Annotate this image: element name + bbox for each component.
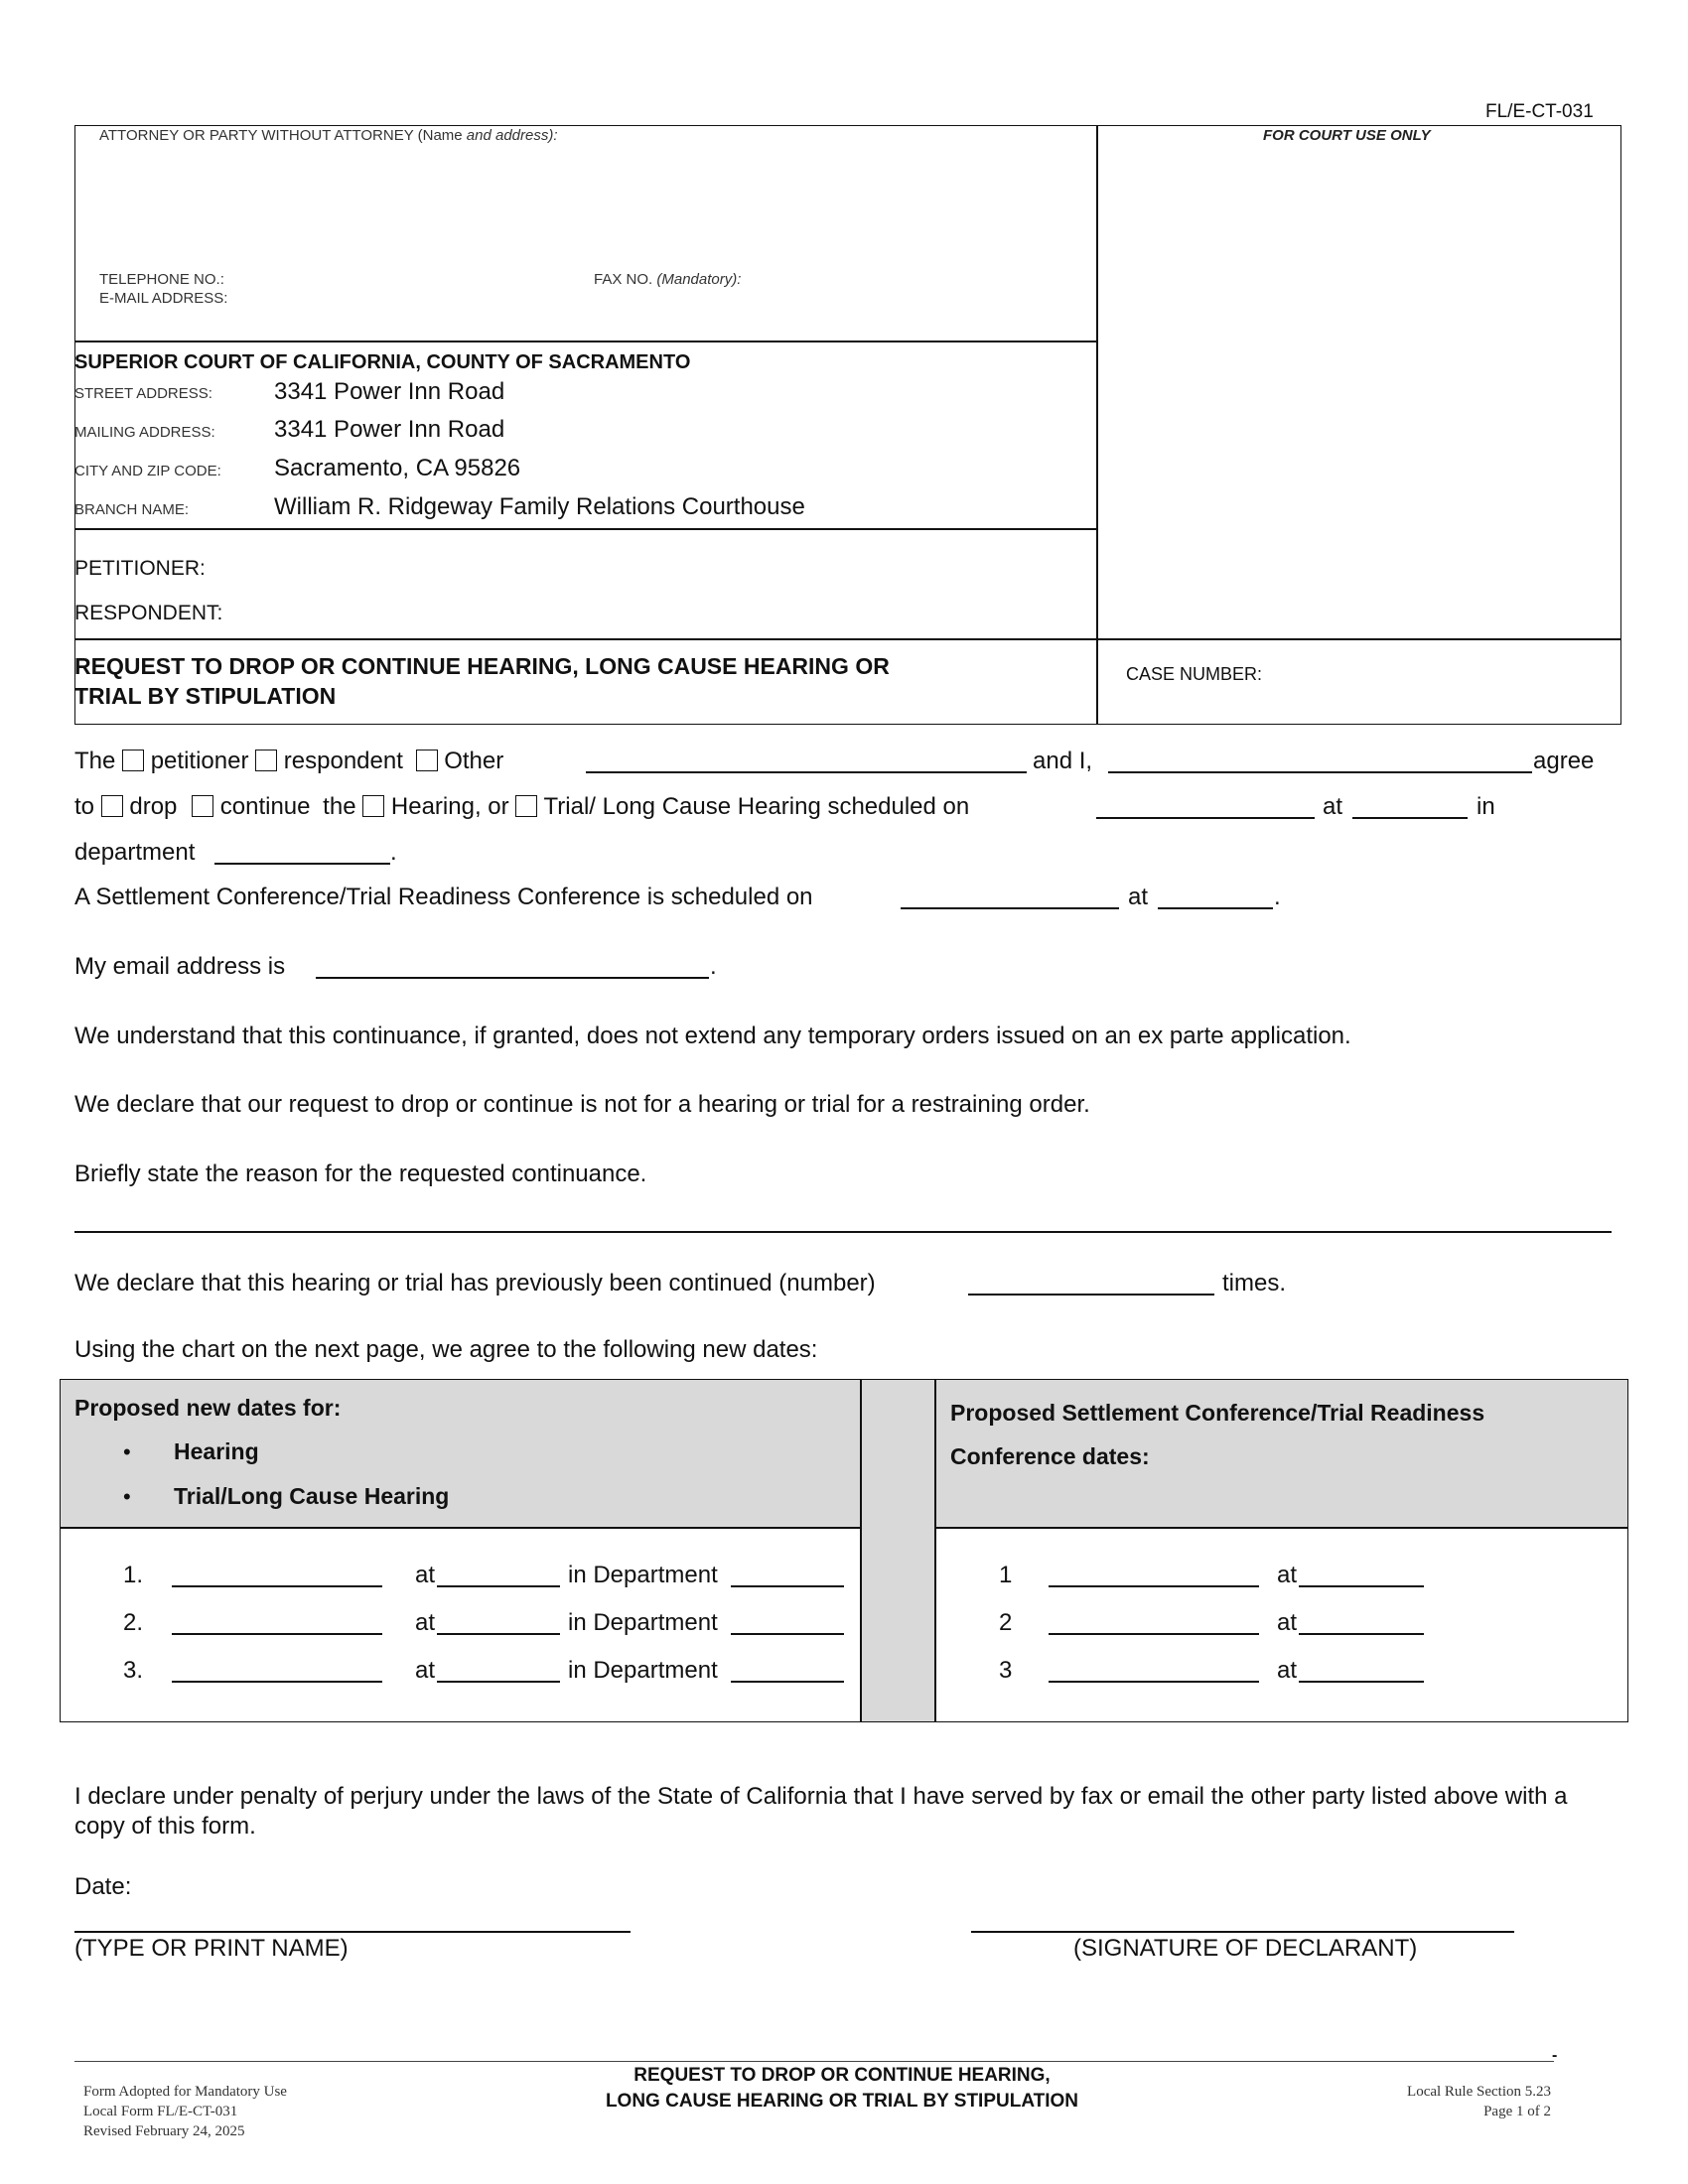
footer-revised: Revised February 24, 2025	[83, 2123, 245, 2139]
department-field[interactable]	[214, 863, 390, 865]
bullet-trial: Trial/Long Cause Hearing	[174, 1483, 450, 1509]
form-title-line1: REQUEST TO DROP OR CONTINUE HEARING, LONG CAUSE HEARING OR	[74, 653, 890, 679]
hearing-date-field[interactable]	[172, 1633, 382, 1635]
header-divider-2	[74, 528, 1097, 530]
in-department-label: in Department	[568, 1562, 718, 1588]
respondent-option: respondent	[283, 748, 403, 774]
email-text: My email address is	[74, 953, 286, 980]
declarant-name-field[interactable]	[1108, 771, 1532, 773]
footer-rule-section: Local Rule Section 5.23	[1407, 2084, 1551, 2100]
trial-option: Trial/ Long Cause Hearing scheduled on	[543, 793, 970, 820]
signature-field[interactable]	[971, 1931, 1514, 1933]
hearing-department-field[interactable]	[731, 1585, 844, 1587]
hearing-date-field[interactable]	[172, 1585, 382, 1587]
city-value: Sacramento, CA 95826	[274, 455, 521, 481]
other-name-field[interactable]	[586, 771, 1027, 773]
agree-label: agree	[1533, 748, 1595, 774]
at-label: at	[1323, 793, 1343, 820]
hearing-time-field[interactable]	[437, 1633, 560, 1635]
restraining-text: We declare that our request to drop or continue is not for a hearing or trial for a restraining order.	[74, 1091, 1090, 1118]
in-department-label: in Department	[568, 1657, 718, 1684]
left-row-number: 3.	[123, 1657, 144, 1684]
hearing-date-field[interactable]	[172, 1681, 382, 1683]
mailing-label: MAILING ADDRESS:	[74, 424, 215, 441]
perjury-declaration: I declare under penalty of perjury under the laws of the State of California that I have served by fax or email the other party listed above with a copy of this form.	[74, 1783, 1568, 1840]
settlement-at-label: at	[1128, 884, 1149, 910]
footer-title-2: LONG CAUSE HEARING OR TRIAL BY STIPULATION	[605, 2091, 1079, 2112]
period-2: .	[1274, 884, 1281, 910]
header-vertical-divider	[1096, 125, 1098, 725]
at-label: at	[1277, 1609, 1298, 1636]
city-label: CITY AND ZIP CODE:	[74, 463, 221, 479]
trial-checkbox[interactable]	[515, 795, 537, 817]
continuance-count-field[interactable]	[968, 1294, 1214, 1296]
hearing-checkbox[interactable]	[362, 795, 384, 817]
to-label: to	[74, 793, 95, 820]
bullet-icon: •	[123, 1439, 131, 1464]
left-row-number: 1.	[123, 1562, 144, 1588]
agreement-line-2	[74, 793, 969, 821]
at-label: at	[1277, 1657, 1298, 1684]
email-label: E-MAIL ADDRESS:	[99, 290, 228, 307]
in-department-label: in Department	[568, 1609, 718, 1636]
the-label: The	[74, 748, 116, 774]
at-label: at	[415, 1562, 436, 1588]
department-label: department	[74, 839, 196, 866]
settlement-date-field[interactable]	[1049, 1633, 1259, 1635]
settlement-time-field[interactable]	[1299, 1681, 1424, 1683]
hearing-option: Hearing, or	[390, 793, 509, 820]
right-table-title-2: Conference dates:	[950, 1443, 1150, 1469]
bullet-icon: •	[123, 1484, 131, 1509]
fax-label: FAX NO. (Mandatory):	[594, 271, 742, 288]
street-value: 3341 Power Inn Road	[274, 378, 505, 405]
branch-label: BRANCH NAME:	[74, 501, 190, 518]
footer-rule	[74, 2061, 1554, 2062]
signature-label: (SIGNATURE OF DECLARANT)	[1073, 1935, 1418, 1962]
settlement-date-field[interactable]	[1049, 1681, 1259, 1683]
petitioner-label: PETITIONER:	[74, 557, 206, 580]
hearing-time-field[interactable]	[437, 1585, 560, 1587]
hearing-department-field[interactable]	[731, 1633, 844, 1635]
bullet-hearing: Hearing	[174, 1438, 259, 1464]
branch-value: William R. Ridgeway Family Relations Courthouse	[274, 493, 805, 520]
print-name-label: (TYPE OR PRINT NAME)	[74, 1935, 349, 1962]
footer-page-number: Page 1 of 2	[1483, 2104, 1551, 2119]
print-name-field[interactable]	[74, 1931, 631, 1933]
understand-text: We understand that this continuance, if granted, does not extend any temporary orders issued on an ex parte application.	[74, 1023, 1351, 1049]
right-row-number: 3	[999, 1657, 1013, 1684]
hearing-department-field[interactable]	[731, 1681, 844, 1683]
hearing-time-field[interactable]	[437, 1681, 560, 1683]
case-number-label: CASE NUMBER:	[1126, 664, 1263, 684]
respondent-checkbox[interactable]	[255, 750, 277, 771]
table-header-rule-right	[934, 1527, 1628, 1529]
mailing-value: 3341 Power Inn Road	[274, 416, 505, 443]
footer-title-1: REQUEST TO DROP OR CONTINUE HEARING,	[633, 2065, 1051, 2086]
email-address-field[interactable]	[316, 977, 709, 979]
scheduled-date-field[interactable]	[1096, 817, 1315, 819]
footer-adopted: Form Adopted for Mandatory Use	[83, 2084, 287, 2100]
times-label: times.	[1222, 1270, 1287, 1297]
attorney-label: ATTORNEY OR PARTY WITHOUT ATTORNEY (Name and address):	[99, 127, 558, 144]
continue-option: continue	[219, 793, 311, 820]
settlement-date-field[interactable]	[1049, 1585, 1259, 1587]
previously-continued-text: We declare that this hearing or trial has previously been continued (number)	[74, 1270, 876, 1297]
table-header-rule-left	[60, 1527, 861, 1529]
right-row-number: 1	[999, 1562, 1013, 1588]
the-hearing-label: the	[323, 793, 356, 820]
right-table-title-1: Proposed Settlement Conference/Trial Readiness	[950, 1400, 1485, 1426]
petitioner-option: petitioner	[150, 748, 249, 774]
at-label: at	[1277, 1562, 1298, 1588]
settlement-time-field[interactable]	[1158, 907, 1273, 909]
center-shade-column	[861, 1380, 934, 1721]
telephone-label: TELEPHONE NO.:	[99, 271, 224, 288]
using-chart-text: Using the chart on the next page, we agree to the following new dates:	[74, 1336, 818, 1363]
in-label: in	[1477, 793, 1495, 820]
period-3: .	[710, 953, 717, 980]
drop-option: drop	[129, 793, 178, 820]
header-divider-1	[74, 341, 1097, 342]
reason-prompt: Briefly state the reason for the requested continuance.	[74, 1160, 647, 1187]
right-row-number: 2	[999, 1609, 1013, 1636]
period-1: .	[390, 839, 397, 866]
respondent-label: RESPONDENT:	[74, 602, 223, 624]
drop-checkbox[interactable]	[101, 795, 123, 817]
reason-field[interactable]	[74, 1231, 1612, 1233]
settlement-time-field[interactable]	[1299, 1633, 1424, 1635]
table-divider-right	[934, 1379, 936, 1722]
footer-local-form: Local Form FL/E-CT-031	[83, 2104, 238, 2119]
left-table-title: Proposed new dates for:	[74, 1395, 342, 1421]
settlement-date-field[interactable]	[901, 907, 1119, 909]
form-title-line2: TRIAL BY STIPULATION	[74, 683, 337, 709]
agreement-line-1	[74, 748, 503, 775]
date-label: Date:	[74, 1873, 132, 1900]
at-label: at	[415, 1609, 436, 1636]
form-id: FL/E-CT-031	[1485, 101, 1594, 122]
header-divider-3	[74, 638, 1621, 640]
table-divider-left	[860, 1379, 862, 1722]
other-checkbox[interactable]	[416, 750, 438, 771]
continue-checkbox[interactable]	[192, 795, 213, 817]
petitioner-checkbox[interactable]	[122, 750, 144, 771]
settlement-time-field[interactable]	[1299, 1585, 1424, 1587]
left-row-number: 2.	[123, 1609, 144, 1636]
scheduled-time-field[interactable]	[1352, 817, 1468, 819]
settlement-text: A Settlement Conference/Trial Readiness Conference is scheduled on	[74, 884, 813, 910]
court-name: SUPERIOR COURT OF CALIFORNIA, COUNTY OF SACRAMENTO	[74, 351, 691, 373]
court-use-label: FOR COURT USE ONLY	[1263, 127, 1431, 144]
at-label: at	[415, 1657, 436, 1684]
and-i-label: and I,	[1033, 748, 1093, 774]
other-option: Other	[444, 748, 504, 774]
street-label: STREET ADDRESS:	[74, 385, 212, 402]
footer-dash: -	[1552, 2047, 1558, 2064]
